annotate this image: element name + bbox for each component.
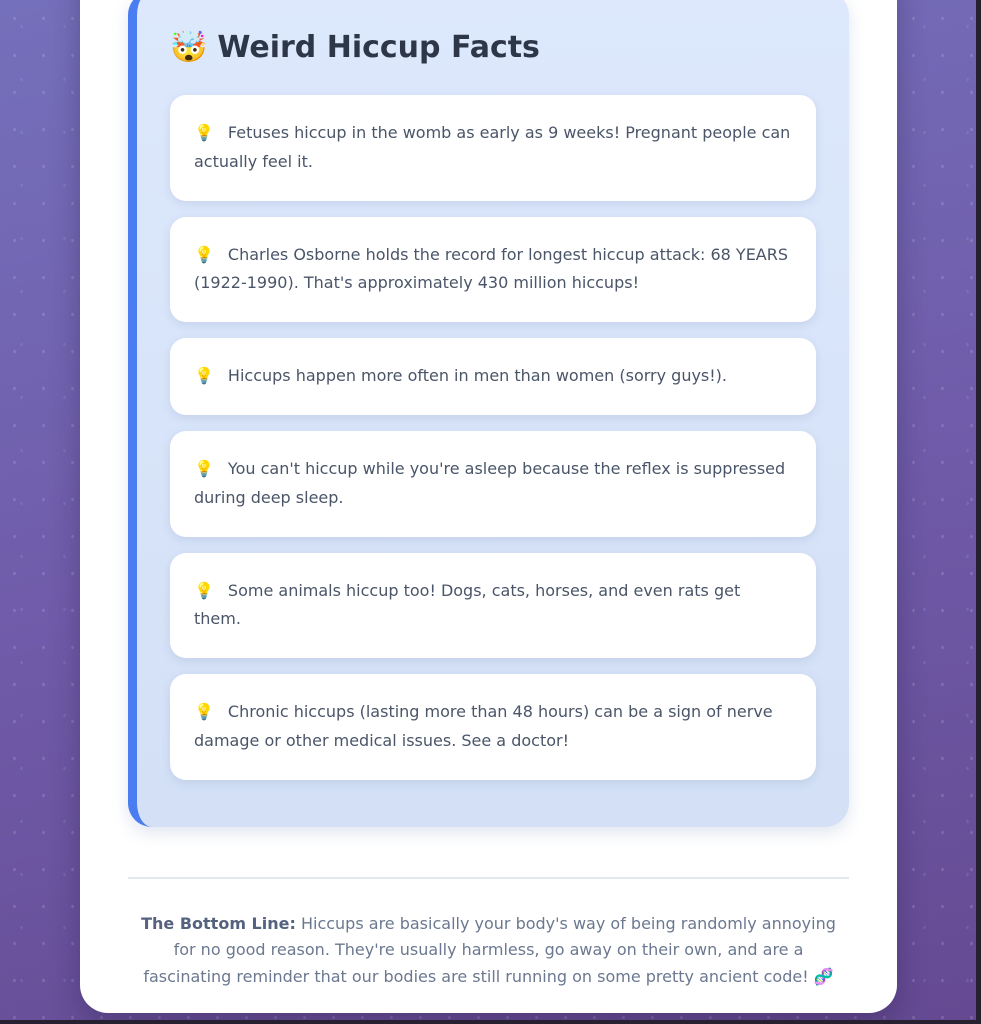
lightbulb-icon: 💡 [194,580,214,600]
fact-text: Fetuses hiccup in the womb as early as 9 weeks! Pregnant people can actually feel it. [194,123,791,171]
dna-icon: 🧬 [813,966,834,986]
bottom-line-label: The Bottom Line: [141,913,296,933]
fact-card [170,674,816,780]
fact-text: Some animals hiccup too! Dogs, cats, horses, and even rats get them. [194,580,741,629]
page-title [170,29,816,67]
fact-text: Hiccups happen more often in men than women (sorry guys!). [227,366,727,386]
bottom-line-paragraph [128,911,849,990]
screen-edge-right [976,0,981,1024]
content-card [80,0,897,1013]
screen-edge-bottom [0,1020,981,1024]
fact-card [170,338,816,415]
fact-card [170,431,816,537]
divider [128,877,849,879]
fact-card [170,553,816,659]
fact-text: Chronic hiccups (lasting more than 48 hours) can be a sign of nerve damage or other medical issues. See a doctor! [194,702,773,750]
page-title-text: Weird Hiccup Facts [217,30,540,65]
fact-card [170,95,816,201]
facts-panel [128,0,849,827]
lightbulb-icon: 💡 [194,123,214,142]
exploding-head-icon: 🤯 [170,30,208,65]
fact-text: Charles Osborne holds the record for longest hiccup attack: 68 YEARS (1922-1990). That's approximately 430 million hiccups! [194,244,789,293]
lightbulb-icon: 💡 [194,458,214,478]
lightbulb-icon: 💡 [194,366,214,386]
lightbulb-icon: 💡 [194,702,214,722]
fact-card [170,217,816,323]
bottom-line-text: Hiccups are basically your body's way of being randomly annoying for no good reason. They're usually harmless, go away on their own, and are a fascinating reminder that our bodies are still running on some pretty ancient code! [143,913,836,986]
fact-text: You can't hiccup while you're asleep because the reflex is suppressed during deep sleep. [194,458,786,507]
lightbulb-icon: 💡 [194,244,214,264]
